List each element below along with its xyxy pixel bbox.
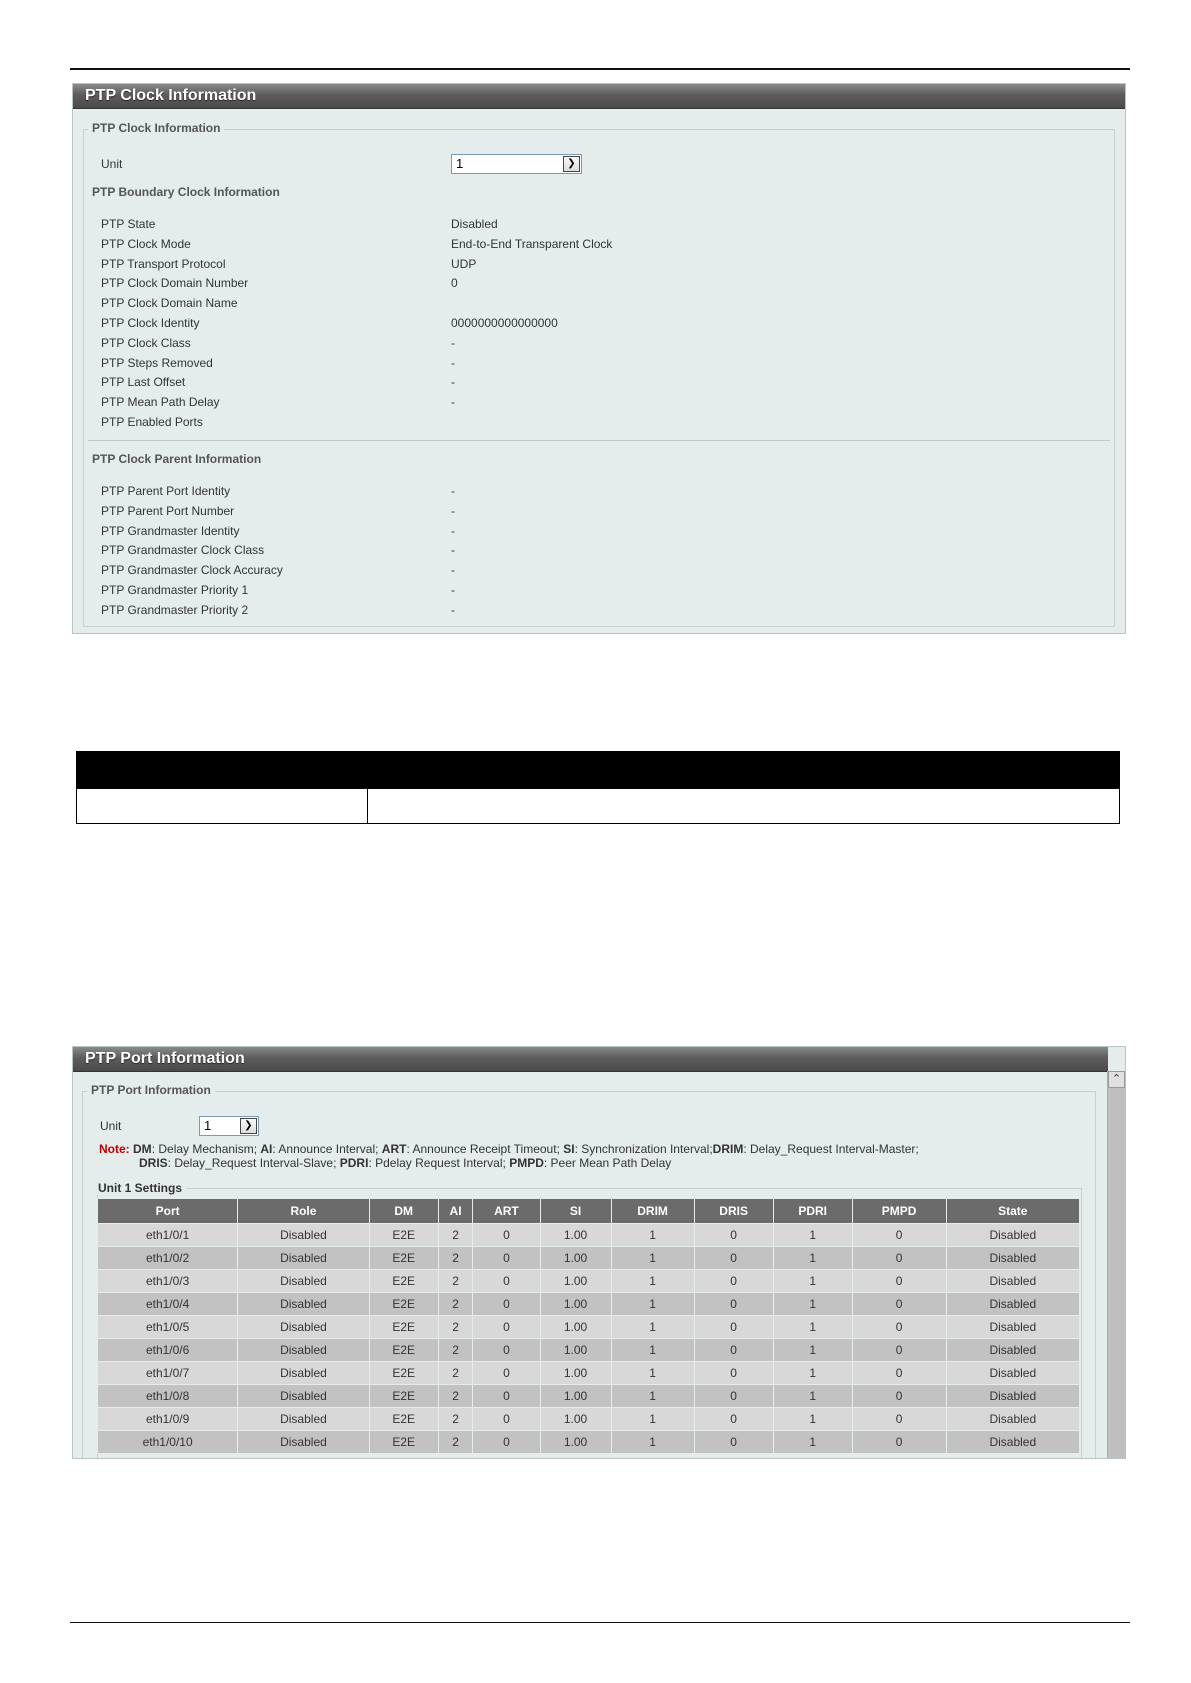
unit-label: Unit	[100, 1119, 122, 1133]
table-cell: eth1/0/9	[98, 1408, 238, 1431]
field-value: -	[451, 583, 455, 597]
table-cell: 0	[852, 1224, 946, 1247]
note-abbreviation: AI	[260, 1142, 273, 1156]
table-cell: 1	[773, 1362, 852, 1385]
table-cell: 0	[852, 1339, 946, 1362]
field-value: UDP	[451, 256, 477, 271]
field-label: PTP Grandmaster Clock Class	[101, 543, 265, 558]
table-cell: Disabled	[238, 1224, 369, 1247]
boundary-clock-heading: PTP Boundary Clock Information	[92, 185, 280, 199]
unit-select-value: 1	[456, 156, 464, 171]
table-cell: 0	[473, 1293, 540, 1316]
table-cell: 0	[473, 1362, 540, 1385]
table-row	[77, 789, 1120, 824]
table-cell: 1.00	[540, 1224, 611, 1247]
table-cell: 0	[694, 1339, 773, 1362]
table-row	[98, 1247, 1080, 1270]
table-cell: 1.00	[540, 1362, 611, 1385]
table-cell: 2	[438, 1247, 473, 1270]
note-abbreviation: PDRI	[339, 1156, 369, 1170]
table-cell: 0	[473, 1431, 540, 1454]
table-cell: E2E	[369, 1408, 438, 1431]
table-cell: eth1/0/1	[98, 1224, 238, 1247]
table-cell: E2E	[369, 1293, 438, 1316]
field-label: PTP Clock Domain Number	[101, 276, 249, 291]
note-line-2-text	[139, 1156, 671, 1170]
note-abbreviation: DRIM	[712, 1142, 744, 1156]
note-text: : Peer Mean Path Delay	[543, 1156, 672, 1170]
table-cell: Disabled	[238, 1316, 369, 1339]
table-cell: 1.00	[540, 1247, 611, 1270]
table-cell: 1	[773, 1339, 852, 1362]
table-cell: 1.00	[540, 1385, 611, 1408]
table-row	[98, 1431, 1080, 1454]
table-row	[98, 1408, 1080, 1431]
note-abbreviation: ART	[381, 1142, 407, 1156]
table-row	[98, 1270, 1080, 1293]
table-cell: 0	[694, 1224, 773, 1247]
table-cell: Disabled	[946, 1385, 1079, 1408]
column-header: PDRI	[773, 1199, 852, 1224]
table-cell: Disabled	[946, 1339, 1079, 1362]
table-cell: 0	[694, 1270, 773, 1293]
table-cell: 1	[611, 1339, 694, 1362]
table-cell: E2E	[369, 1385, 438, 1408]
table-cell: eth1/0/5	[98, 1316, 238, 1339]
vertical-scrollbar[interactable]	[1107, 1071, 1125, 1458]
table-row	[98, 1224, 1080, 1247]
column-header: SI	[540, 1199, 611, 1224]
table-cell: 0	[473, 1247, 540, 1270]
table-cell: Disabled	[946, 1247, 1079, 1270]
note-text: : Delay_Request Interval-Master;	[743, 1142, 919, 1156]
note-text: : Pdelay Request Interval;	[368, 1156, 510, 1170]
field-label: PTP Parent Port Number	[101, 503, 235, 518]
table-cell: 2	[438, 1385, 473, 1408]
table-cell: Disabled	[946, 1224, 1079, 1247]
field-label: PTP Clock Domain Name	[101, 296, 238, 311]
table-cell: 1	[773, 1385, 852, 1408]
table-cell: Disabled	[946, 1270, 1079, 1293]
field-value: -	[451, 523, 455, 538]
field-label: PTP State	[101, 217, 156, 231]
note-text: : Announce Interval;	[272, 1142, 382, 1156]
header-cell	[368, 752, 1120, 789]
field-label: PTP Grandmaster Priority 2	[101, 602, 249, 617]
table-cell: 1	[611, 1408, 694, 1431]
unit-select[interactable]	[199, 1116, 259, 1136]
table-cell: 1	[611, 1316, 694, 1339]
table-cell: 0	[473, 1339, 540, 1362]
column-header: DRIS	[694, 1199, 773, 1224]
port-fieldset-legend: PTP Port Information	[87, 1083, 215, 1097]
unit-label: Unit	[101, 157, 123, 171]
field-label: PTP Mean Path Delay	[101, 395, 220, 410]
table-cell: 0	[694, 1247, 773, 1270]
field-value: 0	[451, 276, 458, 291]
table-cell: E2E	[369, 1224, 438, 1247]
table-cell: Disabled	[238, 1431, 369, 1454]
table-cell: 2	[438, 1431, 473, 1454]
table-cell: 0	[473, 1316, 540, 1339]
table-cell: Disabled	[946, 1362, 1079, 1385]
table-cell: 0	[694, 1431, 773, 1454]
table-cell: 0	[694, 1408, 773, 1431]
table-cell: 1	[611, 1385, 694, 1408]
column-header: DM	[369, 1199, 438, 1224]
chevron-down-icon[interactable]: ❯	[240, 1118, 257, 1134]
table-cell: E2E	[369, 1270, 438, 1293]
table-cell: 1	[611, 1431, 694, 1454]
table-cell: 1	[773, 1431, 852, 1454]
panel-title: PTP Port Information	[73, 1047, 1108, 1072]
unit-select-value: 1	[204, 1118, 212, 1133]
table-body	[98, 1224, 1080, 1454]
table-cell: 2	[438, 1293, 473, 1316]
table-cell: 1.00	[540, 1339, 611, 1362]
table-cell: 0	[473, 1270, 540, 1293]
table-cell: E2E	[369, 1316, 438, 1339]
chevron-up-icon[interactable]: ⌃	[1108, 1071, 1125, 1088]
table-cell: 2	[438, 1408, 473, 1431]
field-value: -	[451, 602, 455, 617]
table-cell: 0	[852, 1293, 946, 1316]
table-row	[98, 1293, 1080, 1316]
column-header: DRIM	[611, 1199, 694, 1224]
parameter-description-table	[76, 751, 1120, 824]
table-cell: 0	[852, 1316, 946, 1339]
note-abbreviation: DRIS	[139, 1156, 168, 1170]
field-label: PTP Steps Removed	[101, 355, 213, 370]
field-value: 0000000000000000	[451, 316, 558, 330]
table-cell	[77, 789, 368, 824]
table-cell: eth1/0/6	[98, 1339, 238, 1362]
table-cell: 1.00	[540, 1431, 611, 1454]
table-cell: 0	[694, 1362, 773, 1385]
table-cell: E2E	[369, 1247, 438, 1270]
table-cell: 2	[438, 1270, 473, 1293]
field-label: PTP Parent Port Identity	[101, 484, 231, 498]
clock-fieldset-legend: PTP Clock Information	[88, 121, 224, 135]
field-value: -	[451, 563, 455, 578]
field-value: -	[451, 375, 455, 390]
table-header-row	[98, 1199, 1080, 1224]
table-cell: 1	[611, 1293, 694, 1316]
table-cell: 0	[694, 1293, 773, 1316]
table-cell: 0	[473, 1408, 540, 1431]
table-cell: Disabled	[238, 1362, 369, 1385]
bottom-rule	[70, 1622, 1130, 1623]
column-header: ART	[473, 1199, 540, 1224]
table-cell: 0	[852, 1270, 946, 1293]
note-line-2	[139, 1156, 671, 1170]
column-header: Role	[238, 1199, 369, 1224]
table-row	[98, 1339, 1080, 1362]
ptp-port-table	[97, 1198, 1080, 1454]
table-cell: 1	[773, 1316, 852, 1339]
table-cell: 1	[773, 1270, 852, 1293]
table-cell: Disabled	[946, 1293, 1079, 1316]
table-cell: 0	[852, 1247, 946, 1270]
table-cell: Disabled	[946, 1408, 1079, 1431]
unit-select[interactable]	[451, 154, 582, 174]
field-value: -	[451, 503, 455, 518]
section-divider	[88, 440, 1110, 441]
table-cell: E2E	[369, 1339, 438, 1362]
table-cell: eth1/0/10	[98, 1431, 238, 1454]
table-cell: eth1/0/2	[98, 1247, 238, 1270]
table-cell: 1	[773, 1293, 852, 1316]
table-cell: 1.00	[540, 1408, 611, 1431]
unit-settings-legend: Unit 1 Settings	[94, 1181, 186, 1195]
table-cell: eth1/0/4	[98, 1293, 238, 1316]
table-cell: 0	[852, 1408, 946, 1431]
field-value: -	[451, 395, 455, 410]
field-label: PTP Last Offset	[101, 375, 186, 390]
note-label: Note:	[99, 1142, 130, 1156]
parent-clock-heading: PTP Clock Parent Information	[92, 452, 262, 466]
field-value: -	[451, 484, 455, 498]
table-cell: 0	[694, 1316, 773, 1339]
table-cell: eth1/0/3	[98, 1270, 238, 1293]
field-label: PTP Grandmaster Identity	[101, 523, 240, 538]
table-cell: 1.00	[540, 1270, 611, 1293]
field-label: PTP Clock Class	[101, 335, 191, 350]
table-row	[98, 1362, 1080, 1385]
table-cell	[368, 789, 1120, 824]
table-cell: Disabled	[238, 1293, 369, 1316]
table-cell: 1	[611, 1362, 694, 1385]
table-cell: E2E	[369, 1362, 438, 1385]
table-cell: 0	[852, 1362, 946, 1385]
field-value: Disabled	[451, 217, 498, 231]
table-header-row	[77, 752, 1120, 789]
table-cell: Disabled	[946, 1431, 1079, 1454]
table-cell: 0	[473, 1385, 540, 1408]
column-header: PMPD	[852, 1199, 946, 1224]
table-cell: 0	[473, 1224, 540, 1247]
note-text: : Delay Mechanism;	[151, 1142, 261, 1156]
table-cell: 2	[438, 1362, 473, 1385]
table-cell: 1	[773, 1247, 852, 1270]
column-header: State	[946, 1199, 1079, 1224]
note-text: : Synchronization Interval;	[574, 1142, 713, 1156]
table-cell: Disabled	[238, 1408, 369, 1431]
table-cell: 1	[773, 1224, 852, 1247]
field-label: PTP Grandmaster Clock Accuracy	[101, 563, 283, 578]
note-text: : Announce Receipt Timeout;	[406, 1142, 564, 1156]
table-cell: 2	[438, 1339, 473, 1362]
note-abbreviation: SI	[563, 1142, 575, 1156]
table-cell: Disabled	[238, 1385, 369, 1408]
field-label: PTP Grandmaster Priority 1	[101, 583, 249, 597]
table-cell: 1.00	[540, 1293, 611, 1316]
field-label: PTP Transport Protocol	[101, 256, 226, 271]
field-value: -	[451, 543, 455, 558]
note-text: : Delay_Request Interval-Slave;	[167, 1156, 340, 1170]
table-cell: 0	[852, 1431, 946, 1454]
table-cell: Disabled	[238, 1339, 369, 1362]
chevron-down-icon[interactable]: ❯	[563, 156, 580, 172]
table-cell: E2E	[369, 1431, 438, 1454]
table-cell: 0	[852, 1385, 946, 1408]
table-cell: Disabled	[238, 1270, 369, 1293]
table-cell: 1.00	[540, 1316, 611, 1339]
field-label: PTP Clock Mode	[101, 236, 191, 251]
table-row	[98, 1316, 1080, 1339]
table-cell: Disabled	[946, 1316, 1079, 1339]
note-abbreviation: DM	[133, 1142, 152, 1156]
table-cell: 1	[611, 1270, 694, 1293]
field-label: PTP Enabled Ports	[101, 415, 203, 429]
table-row	[98, 1385, 1080, 1408]
table-cell: 1	[773, 1408, 852, 1431]
table-cell: 1	[611, 1224, 694, 1247]
panel-title: PTP Clock Information	[73, 84, 1125, 109]
note-abbreviation: PMPD	[509, 1156, 544, 1170]
table-cell: 1	[611, 1247, 694, 1270]
field-value: -	[451, 335, 455, 350]
field-value: -	[451, 355, 455, 370]
note-line-1	[99, 1142, 919, 1156]
column-header: AI	[438, 1199, 473, 1224]
top-rule	[70, 68, 1130, 70]
field-label: PTP Clock Identity	[101, 316, 200, 330]
table-cell: eth1/0/7	[98, 1362, 238, 1385]
table-cell: 2	[438, 1224, 473, 1247]
table-cell: Disabled	[238, 1247, 369, 1270]
table-cell: 2	[438, 1316, 473, 1339]
table-cell: eth1/0/8	[98, 1385, 238, 1408]
ptp-clock-information-panel	[72, 83, 1126, 634]
note-line-1-text	[133, 1142, 919, 1156]
table-cell: 0	[694, 1385, 773, 1408]
header-cell	[77, 752, 368, 789]
field-value: End-to-End Transparent Clock	[451, 236, 613, 251]
column-header: Port	[98, 1199, 238, 1224]
